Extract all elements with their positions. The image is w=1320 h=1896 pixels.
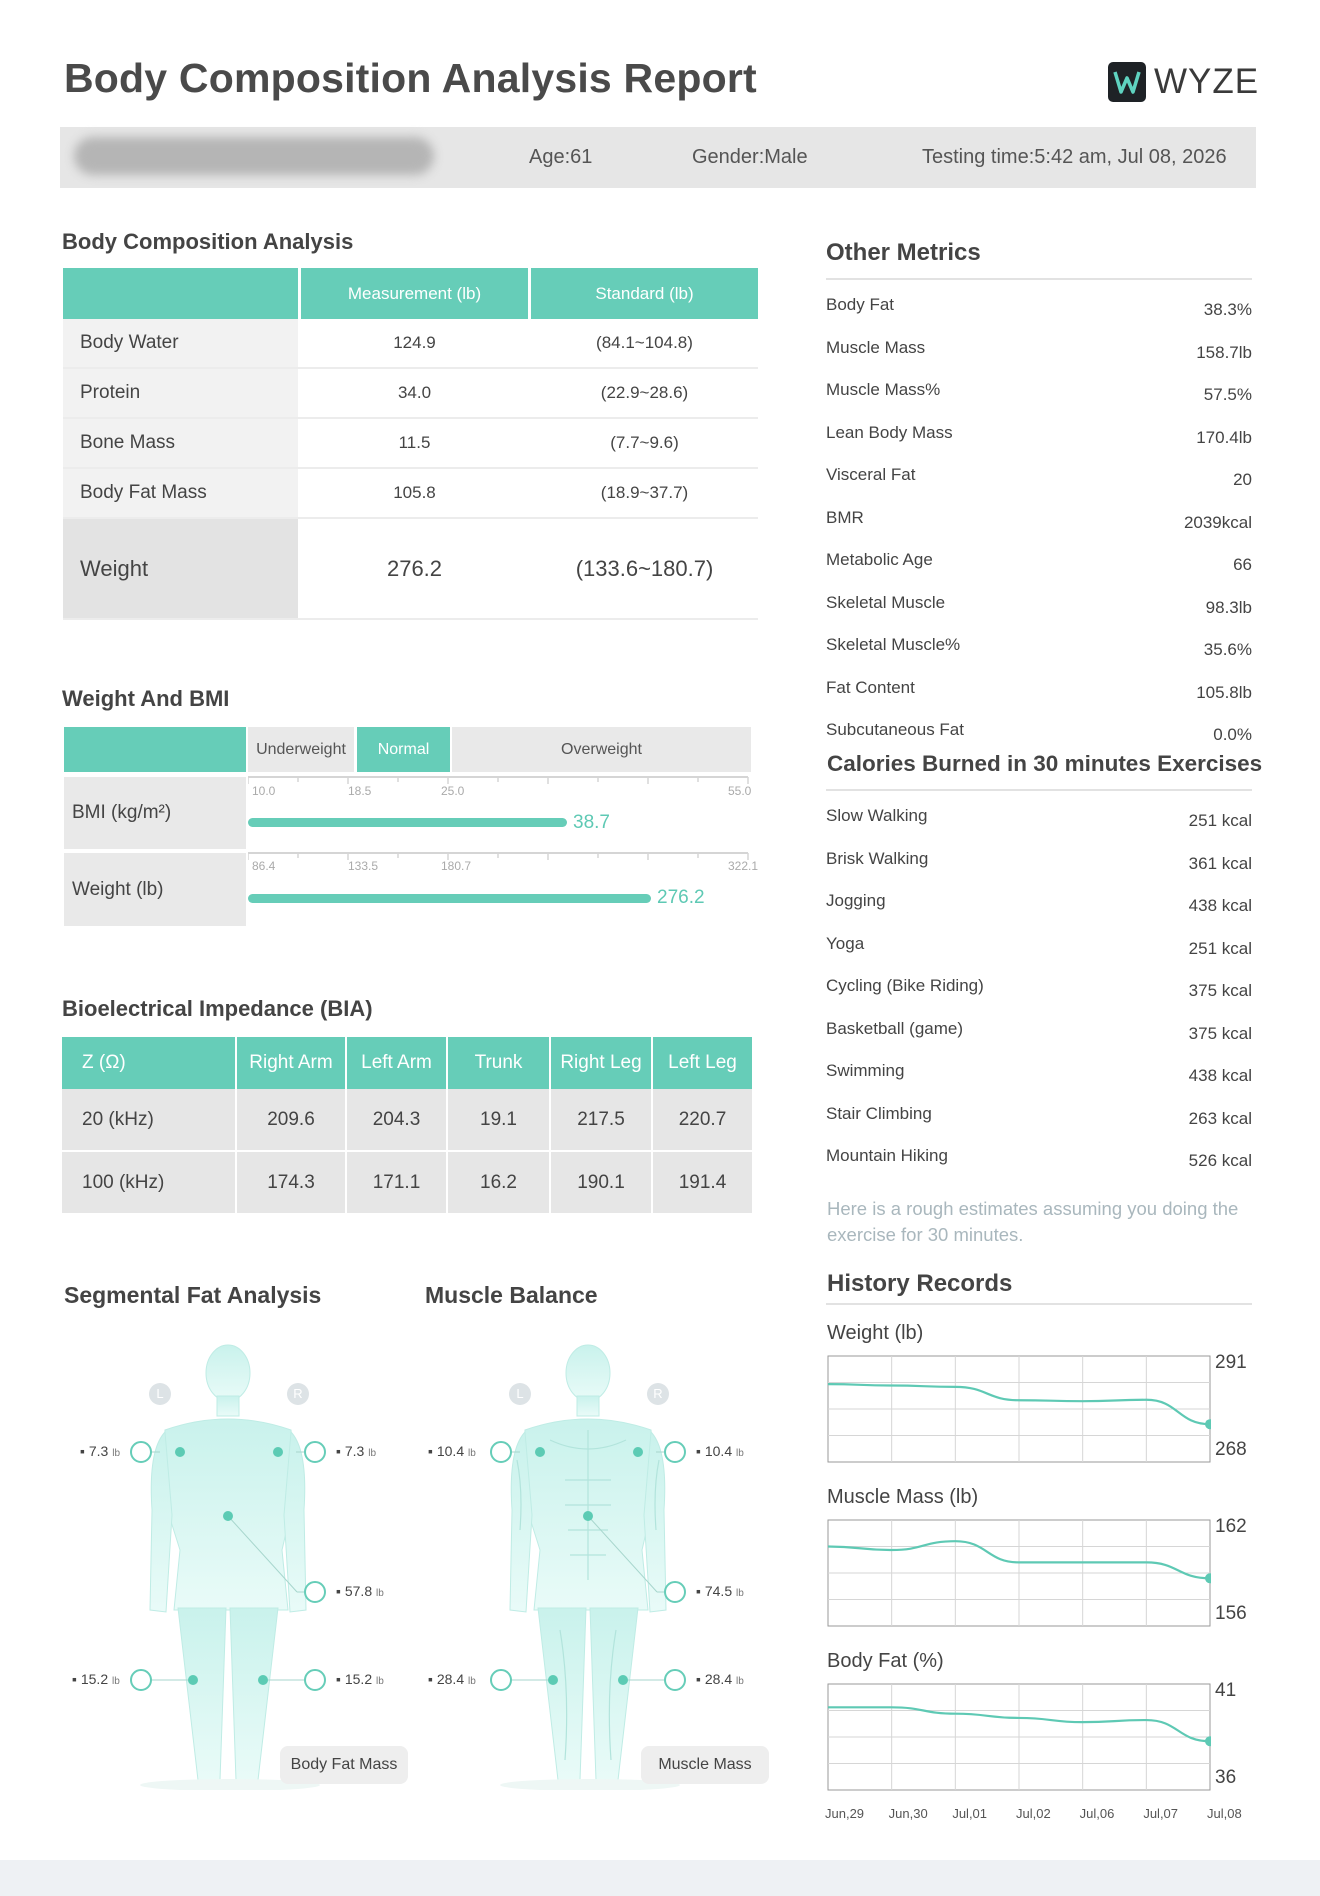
age-label: Age:61	[529, 146, 593, 168]
redacted-name	[74, 137, 434, 175]
bia-header-right-leg: Right Leg	[549, 1037, 651, 1089]
exercise-kcal: 438 kcal	[1188, 1066, 1252, 1085]
y-axis-max: 41	[1215, 1680, 1237, 1701]
metric-value: 98.3lb	[1205, 597, 1252, 617]
exercise-label: Jogging	[826, 891, 886, 910]
muscle-left-arm: 10.4	[436, 1443, 465, 1459]
left-side-marker: L	[516, 1386, 524, 1401]
metric-value: 2039kcal	[1183, 512, 1252, 532]
metric-value: 57.5%	[1203, 385, 1252, 404]
metric-row	[826, 338, 1252, 380]
metric-label: Skeletal Muscle%	[826, 635, 961, 654]
bia-cell: 190.1	[549, 1152, 651, 1213]
metric-row	[826, 678, 1252, 720]
y-axis-max: 162	[1215, 1516, 1247, 1537]
muscle-right-leg-value: ▪ 28.4 lb	[696, 1671, 744, 1687]
exercise-kcal: 361 kcal	[1188, 853, 1252, 873]
exercise-label: Stair Climbing	[826, 1103, 932, 1123]
metric-label: Skeletal Muscle	[826, 592, 946, 612]
metric-value: 38.3%	[1203, 300, 1252, 319]
bmi-value-bar	[248, 818, 567, 827]
y-axis-min: 268	[1215, 1439, 1247, 1460]
fat-right-leg-value: ▪ 15.2 lb	[336, 1671, 384, 1687]
calorie-row	[826, 1061, 1252, 1103]
metric-value: 158.7lb	[1196, 342, 1252, 362]
exercise-label: Brisk Walking	[826, 848, 929, 868]
left-side-marker: L	[156, 1386, 164, 1401]
divider	[826, 789, 1252, 791]
calorie-row	[826, 891, 1252, 933]
x-tick-label: Jul,06	[1079, 1806, 1115, 1821]
fat-left-leg-value: ▪ 15.2 lb	[72, 1671, 120, 1687]
calorie-row	[826, 1146, 1252, 1188]
row-measurement: 105.8	[393, 483, 436, 502]
row-measurement: 276.2	[386, 555, 443, 581]
bmi-tick: 55.0	[728, 784, 752, 798]
row-standard: (7.7~9.6)	[610, 433, 679, 452]
table-row	[62, 1089, 752, 1152]
history-line-chart	[827, 1519, 1211, 1627]
fat-left-arm-value: ▪ 7.3 lb	[80, 1443, 121, 1459]
exercise-label: Cycling (Bike Riding)	[826, 976, 984, 995]
exercise-kcal: 251 kcal	[1188, 811, 1252, 830]
bia-frequency: 100 (kHz)	[82, 1171, 165, 1193]
metric-label: Muscle Mass%	[826, 380, 941, 399]
body-composition-table	[63, 268, 758, 620]
metric-label: Muscle Mass	[826, 337, 926, 357]
row-measurement: 34.0	[397, 383, 432, 402]
body-fat-mass-tag: Body Fat Mass	[280, 1746, 408, 1784]
fat-right-leg: 15.2	[344, 1671, 373, 1687]
bia-cell: 204.3	[345, 1089, 446, 1150]
category-underweight: Underweight	[248, 727, 354, 772]
gender-label: Gender:Male	[692, 146, 808, 168]
history-chart-title: Muscle Mass (lb)	[827, 1486, 979, 1508]
row-label: Protein	[63, 369, 298, 417]
metric-label: Lean Body Mass	[826, 422, 953, 442]
page-footer-band	[0, 1860, 1320, 1896]
unit-label: lb	[736, 1588, 744, 1599]
history-chart-title: Weight (lb)	[827, 1322, 924, 1344]
bmi-header-swatch	[64, 727, 246, 772]
y-axis-min: 36	[1215, 1767, 1237, 1788]
category-normal: Normal	[357, 727, 450, 772]
bia-header-impedance: Z (Ω)	[82, 1052, 126, 1073]
bmi-tick: 18.5	[348, 784, 372, 798]
unit-label: lb	[468, 1676, 476, 1687]
exercise-kcal: 438 kcal	[1188, 896, 1252, 915]
unit-label: lb	[368, 1448, 377, 1459]
bmi-value-label: 38.7	[573, 812, 610, 833]
bia-cell: 220.7	[651, 1089, 752, 1150]
bia-header-right-arm: Right Arm	[235, 1037, 345, 1089]
table-row-weight	[63, 519, 758, 620]
row-label: Body Water	[63, 319, 298, 367]
header-standard: Standard (lb)	[531, 268, 758, 319]
exercise-kcal: 526 kcal	[1188, 1151, 1252, 1170]
table-row	[62, 1152, 752, 1215]
calorie-row	[826, 1019, 1252, 1061]
metric-value: 105.8lb	[1196, 682, 1252, 702]
metric-value: 0.0%	[1213, 725, 1252, 744]
calorie-row	[826, 934, 1252, 976]
metric-label: Fat Content	[826, 677, 915, 697]
table-row	[63, 319, 758, 369]
table-header	[63, 268, 758, 319]
bia-cell: 191.4	[651, 1152, 752, 1213]
x-tick-label: Jul,01	[952, 1806, 988, 1821]
bia-table	[62, 1037, 752, 1215]
weight-tick: 322.1	[728, 859, 759, 873]
calorie-row	[826, 806, 1252, 848]
weight-value-label: 276.2	[657, 887, 705, 908]
metric-row	[826, 295, 1252, 337]
exercise-label: Basketball (game)	[826, 1018, 964, 1038]
muscle-trunk-value: ▪ 74.5 lb	[696, 1583, 744, 1599]
unit-label: lb	[736, 1448, 744, 1459]
fat-left-arm: 7.3	[88, 1443, 109, 1459]
table-row	[63, 419, 758, 469]
row-standard: (18.9~37.7)	[600, 483, 689, 502]
muscle-trunk: 74.5	[704, 1583, 733, 1599]
wyze-logo-icon	[1108, 62, 1146, 102]
bia-cell: 16.2	[446, 1152, 549, 1213]
metric-row	[826, 423, 1252, 465]
x-tick-label: Jun,30	[888, 1806, 928, 1821]
metric-value: 66	[1233, 555, 1252, 574]
metric-label: Subcutaneous Fat	[826, 720, 964, 739]
weight-tick: 133.5	[348, 859, 379, 873]
metric-label: Visceral Fat	[826, 465, 916, 484]
table-row	[63, 469, 758, 519]
muscle-mass-tag: Muscle Mass	[641, 1746, 769, 1784]
calorie-row	[826, 849, 1252, 891]
fat-trunk: 57.8	[344, 1583, 373, 1599]
row-label: Weight	[63, 519, 298, 618]
testing-time-label: Testing time:5:42 am, Jul 08, 2026	[922, 146, 1227, 168]
exercise-label: Yoga	[826, 933, 865, 953]
body-composition-title: Body Composition Analysis	[62, 229, 354, 254]
fat-trunk-value: ▪ 57.8 lb	[336, 1583, 384, 1599]
unit-label: lb	[112, 1676, 120, 1687]
right-side-marker: R	[653, 1386, 663, 1401]
bmi-tick: 25.0	[441, 784, 465, 798]
right-side-marker: R	[293, 1386, 303, 1401]
fat-right-arm: 7.3	[344, 1443, 365, 1459]
fat-right-arm-value: ▪ 7.3 lb	[336, 1443, 377, 1459]
row-standard: (84.1~104.8)	[596, 333, 693, 352]
metric-label: BMR	[826, 507, 864, 527]
bia-cell: 19.1	[446, 1089, 549, 1150]
metric-label: Body Fat	[826, 295, 895, 314]
row-label: Body Fat Mass	[63, 469, 298, 517]
row-measurement: 124.9	[393, 333, 436, 352]
calories-title: Calories Burned in 30 minutes Exercises	[827, 751, 1263, 776]
unit-label: lb	[468, 1448, 476, 1459]
brand-name: WYZE	[1154, 62, 1260, 101]
patient-info-bar	[60, 127, 1256, 188]
muscle-left-leg-value: ▪ 28.4 lb	[428, 1671, 476, 1687]
weight-value-bar	[248, 894, 651, 903]
history-line-chart	[827, 1355, 1211, 1463]
exercise-label: Mountain Hiking	[826, 1146, 948, 1165]
report-title: Body Composition Analysis Report	[64, 55, 757, 101]
weight-bmi-title: Weight And BMI	[62, 686, 230, 711]
bia-header-row	[62, 1037, 752, 1089]
header-cell-empty	[63, 268, 298, 319]
weight-tick: 86.4	[252, 859, 276, 873]
brand-logo	[1108, 62, 1259, 102]
x-tick-label: Jul,02	[1016, 1806, 1051, 1821]
bia-frequency: 20 (kHz)	[82, 1108, 154, 1130]
bia-header-trunk: Trunk	[446, 1037, 549, 1089]
muscle-balance-title: Muscle Balance	[425, 1282, 598, 1308]
exercise-kcal: 263 kcal	[1188, 1108, 1252, 1128]
metric-row	[826, 593, 1252, 635]
history-line-chart	[827, 1683, 1211, 1791]
bia-cell: 217.5	[549, 1089, 651, 1150]
calorie-row	[826, 976, 1252, 1018]
history-title: History Records	[827, 1270, 1013, 1297]
x-tick-label: Jun,29	[825, 1806, 865, 1821]
bia-cell: 171.1	[345, 1152, 446, 1213]
exercise-label: Slow Walking	[826, 806, 928, 825]
body-figure-muscle	[420, 1340, 760, 1790]
exercise-kcal: 251 kcal	[1188, 938, 1252, 958]
unit-label: lb	[376, 1588, 384, 1599]
weight-scale-ruler	[248, 851, 758, 871]
muscle-right-leg: 28.4	[704, 1671, 733, 1687]
row-standard: (133.6~180.7)	[575, 555, 714, 581]
exercise-kcal: 375 kcal	[1188, 1023, 1252, 1043]
row-label: Bone Mass	[63, 419, 298, 467]
bia-cell: 209.6	[235, 1089, 345, 1150]
weight-tick: 180.7	[441, 859, 472, 873]
muscle-left-leg: 28.4	[436, 1671, 465, 1687]
metric-value: 20	[1233, 470, 1252, 489]
category-overweight: Overweight	[452, 727, 751, 772]
bmi-row-label: BMI (kg/m²)	[64, 777, 246, 849]
other-metrics-title: Other Metrics	[826, 239, 981, 266]
segmental-fat-title: Segmental Fat Analysis	[64, 1282, 322, 1308]
bia-header-left-arm: Left Arm	[345, 1037, 446, 1089]
table-row	[63, 369, 758, 419]
history-chart-title: Body Fat (%)	[827, 1650, 944, 1672]
divider	[826, 1303, 1252, 1305]
unit-label: lb	[376, 1676, 384, 1687]
x-tick-label: Jul,08	[1207, 1806, 1242, 1821]
body-figure-fat	[60, 1340, 400, 1790]
weight-row-label: Weight (lb)	[64, 853, 246, 926]
muscle-right-arm-value: ▪ 10.4 lb	[696, 1443, 744, 1459]
bmi-tick: 10.0	[252, 784, 276, 798]
x-tick-label: Jul,07	[1143, 1806, 1179, 1821]
exercise-label: Swimming	[826, 1061, 905, 1080]
muscle-left-arm-value: ▪ 10.4 lb	[428, 1443, 476, 1459]
unit-label: lb	[112, 1448, 121, 1459]
metric-label: Metabolic Age	[826, 550, 933, 569]
y-axis-min: 156	[1215, 1603, 1247, 1624]
calories-note: Here is a rough estimates assuming you doing the exercise for 30 minutes.	[827, 1198, 1239, 1245]
metric-row	[826, 380, 1252, 422]
unit-label: lb	[736, 1676, 744, 1687]
row-standard: (22.9~28.6)	[600, 383, 689, 402]
bia-cell: 174.3	[235, 1152, 345, 1213]
metric-row	[826, 465, 1252, 507]
bia-header-left-leg: Left Leg	[651, 1037, 752, 1089]
calorie-row	[826, 1104, 1252, 1146]
bia-title: Bioelectrical Impedance (BIA)	[62, 996, 373, 1021]
muscle-right-arm: 10.4	[704, 1443, 733, 1459]
divider	[826, 278, 1252, 280]
metric-row	[826, 550, 1252, 592]
row-measurement: 11.5	[398, 433, 431, 452]
bmi-scale-ruler	[248, 775, 758, 795]
metric-row	[826, 508, 1252, 550]
fat-left-leg: 15.2	[80, 1671, 109, 1687]
header-measurement: Measurement (lb)	[301, 268, 528, 319]
metric-row	[826, 635, 1252, 677]
exercise-kcal: 375 kcal	[1188, 981, 1252, 1000]
y-axis-max: 291	[1215, 1352, 1247, 1373]
metric-value: 35.6%	[1203, 640, 1252, 659]
metric-value: 170.4lb	[1196, 427, 1252, 447]
